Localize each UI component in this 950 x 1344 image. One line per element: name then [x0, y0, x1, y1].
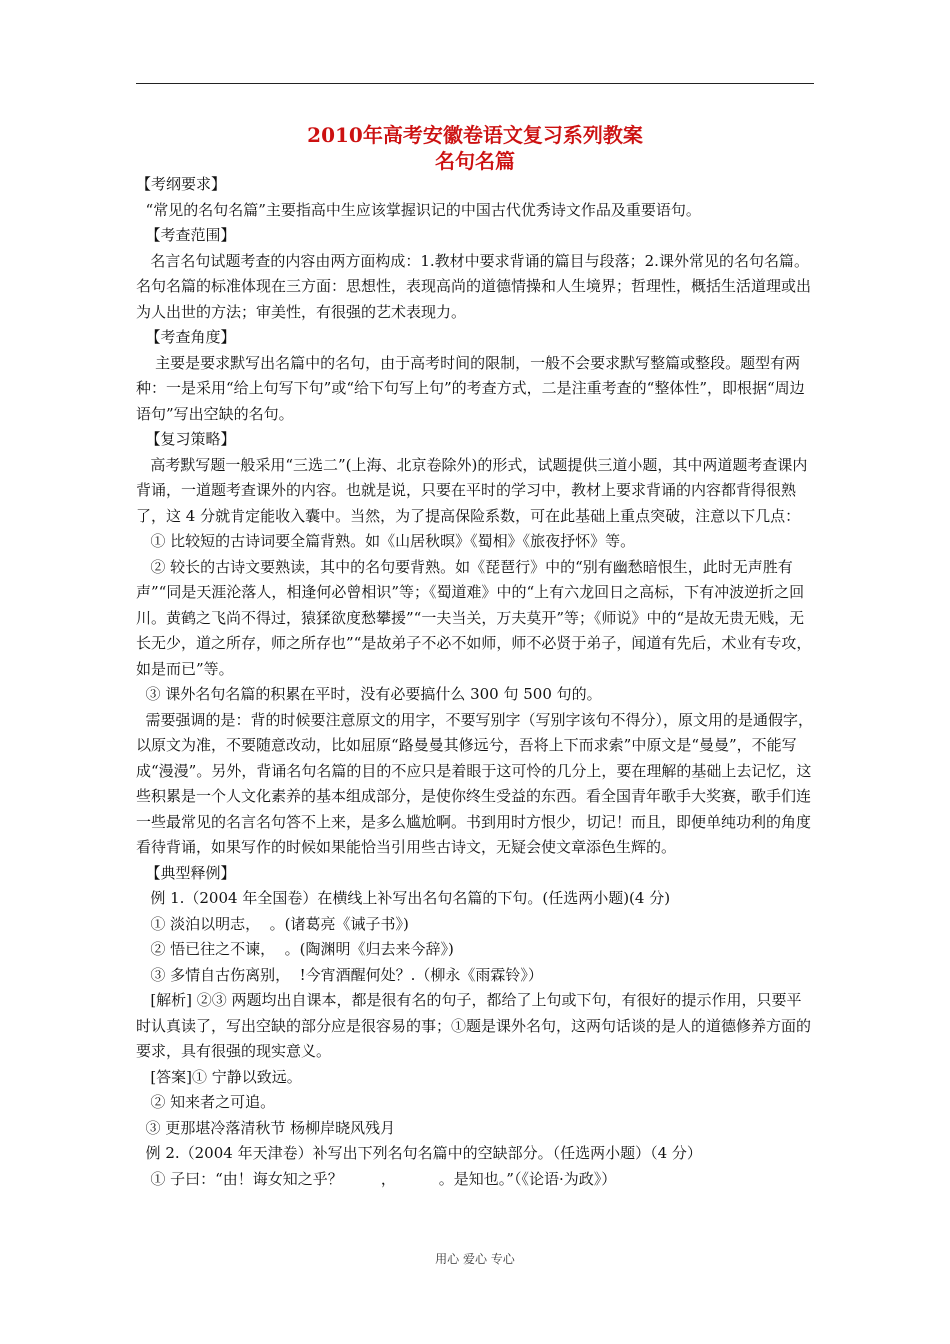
analysis-paragraph: [解析] ②③ 两题均出自课本，都是很有名的句子，都给了上句或下句，有很好的提示作用，只要平时认真读了，写出空缺的部分应是很容易的事；①题是课外名句，这两句话谈的是人的道德修养方面的要求，具有很强的现实意义。: [136, 991, 812, 1060]
section-heading: 【考纲要求】: [136, 175, 227, 193]
list-item: ② 悟已往之不谏， 。(陶渊明《归去来今辞》): [136, 940, 454, 958]
paragraph: 名言名句试题考查的内容由两方面构成：1.教材中要求背诵的篇目与段落；2.课外常见的名句名篇。名句名篇的标准体现在三方面：思想性，表现高尚的道德情操和人生境界；哲理性，概括生活道理或出为人出世的方法；审美性，有很强的艺术表现力。: [136, 251, 812, 321]
title-block: [136, 122, 814, 174]
page-footer: 用心 爱心 专心: [435, 1252, 515, 1266]
list-item: ① 淡泊以明志， 。(诸葛亮《诫子书》): [136, 914, 409, 933]
list-item: ③ 多情自古伤离别， !今宵酒醒何处？.（柳永《雨霖铃》）: [136, 965, 543, 984]
document-subtitle: 名句名篇: [435, 149, 515, 173]
section-heading: 【典型释例】: [136, 863, 236, 882]
list-item: ① 子曰：“由！诲女知之乎？ ， 。是知也。”（《论语·为政》）: [136, 1169, 617, 1188]
answer-item: ② 知来者之可追。: [136, 1093, 276, 1111]
section-heading: 【考查范围】: [136, 226, 236, 244]
answer-item: ③ 更那堪冷落清秋节 杨柳岸晓风残月: [136, 1118, 396, 1137]
document-title: 2010年高考安徽卷语文复习系列教案: [307, 123, 643, 147]
paragraph: 高考默写题一般采用“三选二”(上海、北京卷除外)的形式，试题提供三道小题，其中两道题考查课内背诵，一道题考查课外的内容。也就是说，只要在平时的学习中，教材上要求背诵的内容都背得很熟了，这 4 分就肯定能收入囊中。当然，为了提高保险系数，可在此基础上重点突破，注意以下几点：: [136, 455, 808, 525]
list-item: ① 比较短的古诗词要全篇背熟。如《山居秋暝》《蜀相》《旅夜抒怀》等。: [136, 532, 636, 550]
example-question: 例 2.（2004 年天津卷）补写出下列名句名篇中的空缺部分。（任选两小题）（4 分）: [136, 1144, 702, 1162]
paragraph: “常见的名句名篇”主要指高中生应该掌握识记的中国古代优秀诗文作品及重要语句。: [136, 200, 701, 219]
example-question: 例 1.（2004 年全国卷）在横线上补写出名句名篇的下句。(任选两小题)(4 分): [136, 889, 671, 907]
paragraph: 需要强调的是：背的时候要注意原文的用字，不要写别字（写别字该句不得分），原文用的是通假字，以原文为准，不要随意改动，比如屈原“路曼曼其修远兮，吾将上下而求索”中原文是“曼曼”，不能写成“漫漫”。另外，背诵名句名篇的目的不应只是着眼于这可怜的几分上，要在理解的基础上去记忆，这些积累是一个人文化素养的基本组成部分，是使你终生受益的东西。看全国青年歌手大奖赛，歌手们连一些最常见的名言名句答不上来，是多么尴尬啊。书到用时方恨少，切记！而且，即便单纯功利的角度看待背诵，如果写作的时候如果能恰当引用些古诗文，无疑会使文章添色生辉的。: [136, 710, 814, 856]
list-item: ③ 课外名句名篇的积累在平时，没有必要搞什么 300 句 500 句的。: [136, 685, 602, 703]
header-rule: [136, 83, 814, 84]
document-body: [136, 172, 816, 1192]
section-heading: 【复习策略】: [136, 430, 236, 448]
section-heading: 【考查角度】: [136, 328, 236, 346]
paragraph: 主要是要求默写出名篇中的名句，由于高考时间的限制，一般不会要求默写整篇或整段。题型有两种：一是采用“给上句写下句”或“给下句写上句”的考查方式，二是注重考查的“整体性”，即根据“周边语句”写出空缺的名句。: [136, 353, 805, 423]
list-item: ② 较长的古诗文要熟读，其中的名句要背熟。如《琵琶行》中的“别有幽愁暗恨生，此时无声胜有声”“同是天涯沦落人，相逢何必曾相识”等；《蜀道难》中的“上有六龙回日之高标，下有冲波逆折之回川。黄鹤之飞尚不得过，猿猱欲度愁攀援”“一夫当关，万夫莫开”等；《师说》中的“是故无贵无贱，无长无少，道之所存，师之所存也”“是故弟子不必不如师，师不必贤于弟子，闻道有先后，术业有专攻，如是而已”等。: [136, 557, 812, 678]
answer-item: [答案]① 宁静以致远。: [136, 1067, 302, 1086]
